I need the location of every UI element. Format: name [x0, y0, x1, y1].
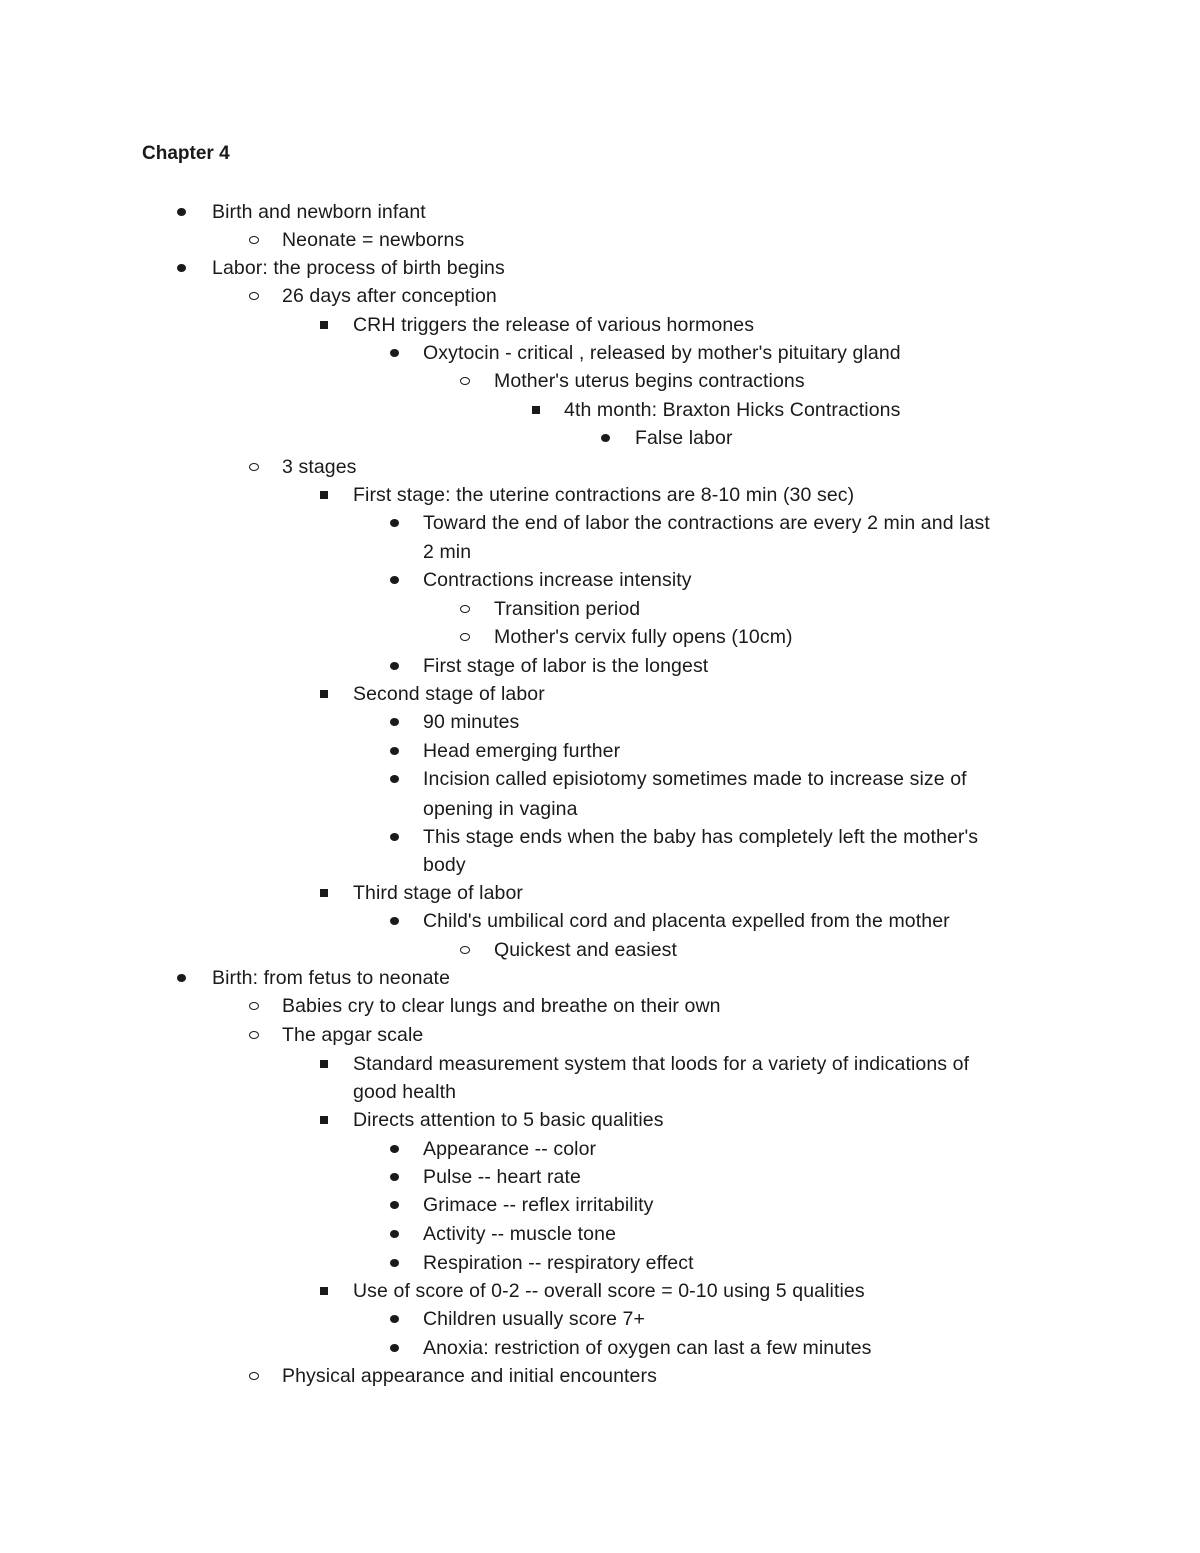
list-item-text: Babies cry to clear lungs and breathe on their own	[282, 995, 721, 1017]
circle-bullet-icon	[460, 595, 490, 623]
disc-bullet-icon	[390, 1220, 420, 1248]
list-item-text: 26 days after conception	[282, 285, 497, 307]
circle-bullet-icon	[249, 992, 279, 1020]
square-bullet-icon	[319, 311, 349, 339]
disc-bullet-icon	[390, 1135, 420, 1163]
list-item-text: Child's umbilical cord and placenta expelled from the mother	[423, 910, 950, 932]
list-item-text: Quickest and easiest	[494, 939, 678, 961]
list-item-text: The apgar scale	[282, 1024, 424, 1046]
circle-bullet-icon	[249, 453, 279, 481]
list-item-text: Mother's cervix fully opens (10cm)	[494, 626, 793, 648]
disc-bullet-icon	[390, 737, 420, 765]
disc-bullet-icon	[390, 1191, 420, 1219]
list-item-text: Standard measurement system that loods for a variety of indications of	[353, 1053, 970, 1075]
disc-bullet-icon	[390, 339, 420, 367]
circle-bullet-icon	[460, 367, 490, 395]
list-item-text-continuation: good health	[353, 1081, 457, 1103]
list-item-text: 3 stages	[282, 456, 357, 478]
disc-bullet-icon	[390, 907, 420, 935]
circle-bullet-icon	[249, 1362, 279, 1390]
disc-bullet-icon	[390, 566, 420, 594]
list-item-text: Head emerging further	[423, 740, 621, 762]
disc-bullet-icon	[177, 254, 207, 282]
disc-bullet-icon	[390, 1334, 420, 1362]
circle-bullet-icon	[249, 1021, 279, 1049]
square-bullet-icon	[319, 1277, 349, 1305]
list-item-text: Respiration -- respiratory effect	[423, 1252, 694, 1274]
square-bullet-icon	[531, 396, 561, 424]
disc-bullet-icon	[390, 652, 420, 680]
list-item-text: 90 minutes	[423, 711, 520, 733]
list-item-text: CRH triggers the release of various hormones	[353, 314, 755, 336]
circle-bullet-icon	[460, 623, 490, 651]
square-bullet-icon	[319, 680, 349, 708]
disc-bullet-icon	[601, 424, 631, 452]
circle-bullet-icon	[460, 936, 490, 964]
list-item-text-continuation: 2 min	[423, 541, 472, 563]
disc-bullet-icon	[390, 823, 420, 851]
list-item-text: Activity -- muscle tone	[423, 1223, 617, 1245]
list-item-text: 4th month: Braxton Hicks Contractions	[564, 399, 901, 421]
list-item-text: First stage: the uterine contractions are 8-10 min (30 sec)	[353, 484, 855, 506]
list-item-text: Anoxia: restriction of oxygen can last a few minutes	[423, 1337, 872, 1359]
list-item-text: Children usually score 7+	[423, 1308, 645, 1330]
list-item-text: Incision called episiotomy sometimes made to increase size of	[423, 768, 967, 790]
list-item-text: Appearance -- color	[423, 1138, 597, 1160]
page-title: Chapter 4	[142, 143, 230, 164]
square-bullet-icon	[319, 1050, 349, 1078]
list-item-text: Second stage of labor	[353, 683, 545, 705]
list-item-text: Directs attention to 5 basic qualities	[353, 1109, 664, 1131]
square-bullet-icon	[319, 481, 349, 509]
list-item-text: Birth and newborn infant	[212, 201, 426, 223]
list-item-text-continuation: opening in vagina	[423, 798, 578, 820]
disc-bullet-icon	[390, 1163, 420, 1191]
list-item-text: Pulse -- heart rate	[423, 1166, 581, 1188]
list-item-text: Toward the end of labor the contractions are every 2 min and last	[423, 512, 990, 534]
circle-bullet-icon	[249, 282, 279, 310]
list-item-text: Mother's uterus begins contractions	[494, 370, 805, 392]
list-item-text: Birth: from fetus to neonate	[212, 967, 451, 989]
list-item-text: Grimace -- reflex irritability	[423, 1194, 654, 1216]
circle-bullet-icon	[249, 226, 279, 254]
list-item-text: False labor	[635, 427, 733, 449]
list-item-text: Third stage of labor	[353, 882, 524, 904]
list-item-text: This stage ends when the baby has completely left the mother's	[423, 826, 979, 848]
disc-bullet-icon	[390, 708, 420, 736]
square-bullet-icon	[319, 879, 349, 907]
disc-bullet-icon	[177, 198, 207, 226]
disc-bullet-icon	[390, 765, 420, 793]
list-item-text: Labor: the process of birth begins	[212, 257, 505, 279]
list-item-text: Contractions increase intensity	[423, 569, 692, 591]
list-item-text: First stage of labor is the longest	[423, 655, 709, 677]
list-item-text: Use of score of 0-2 -- overall score = 0-10 using 5 qualities	[353, 1280, 865, 1302]
list-item-text: Physical appearance and initial encounters	[282, 1365, 657, 1387]
disc-bullet-icon	[177, 964, 207, 992]
disc-bullet-icon	[390, 509, 420, 537]
list-item-text: Transition period	[494, 598, 641, 620]
square-bullet-icon	[319, 1106, 349, 1134]
list-item-text: Oxytocin - critical , released by mother's pituitary gland	[423, 342, 901, 364]
disc-bullet-icon	[390, 1305, 420, 1333]
disc-bullet-icon	[390, 1249, 420, 1277]
list-item-text: Neonate = newborns	[282, 229, 465, 251]
list-item-text-continuation: body	[423, 854, 466, 876]
